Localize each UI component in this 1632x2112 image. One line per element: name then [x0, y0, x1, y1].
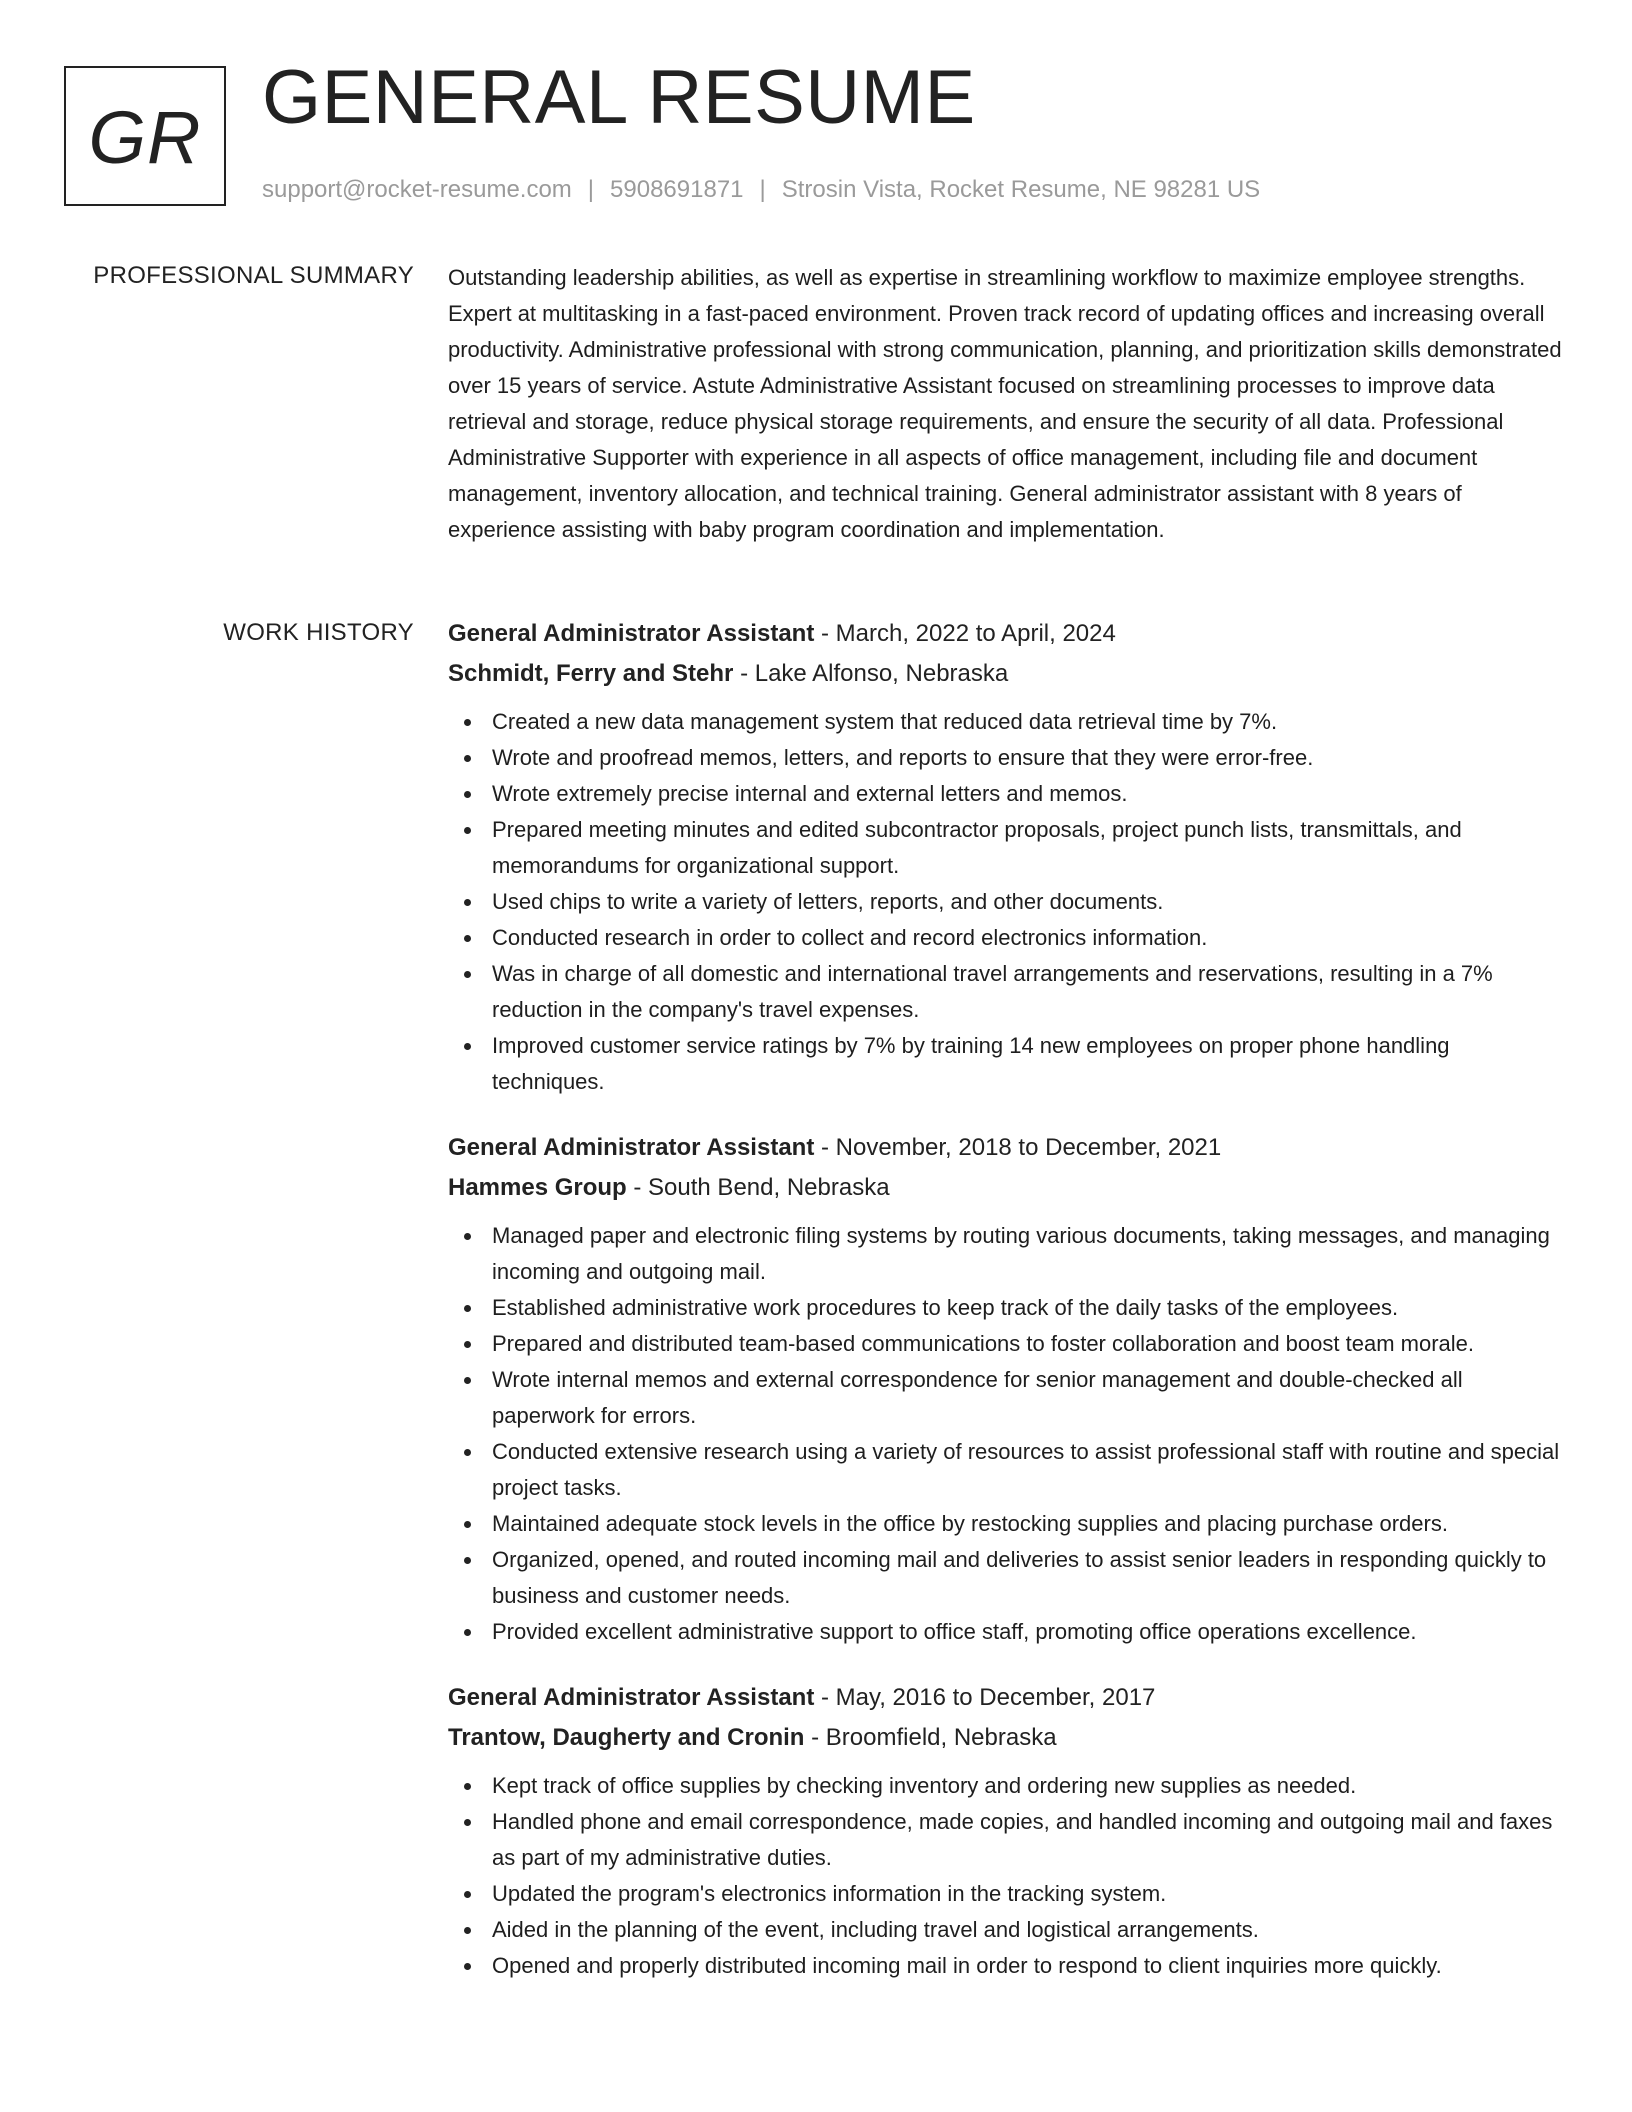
job-bullet: Used chips to write a variety of letters, reports, and other documents. — [448, 884, 1568, 920]
monogram-box — [64, 66, 226, 206]
job-company-line — [448, 1718, 1568, 1758]
job-company: Trantow, Daugherty and Cronin — [448, 1724, 805, 1751]
job-title: General Administrator Assistant — [448, 1134, 815, 1161]
job-title-line — [448, 1128, 1568, 1168]
job-bullet: Updated the program's electronics information in the tracking system. — [448, 1876, 1568, 1912]
job-company: Hammes Group — [448, 1174, 627, 1201]
job-entry — [448, 614, 1568, 1100]
job-title-line — [448, 614, 1568, 654]
job-location: - Broomfield, Nebraska — [804, 1724, 1057, 1751]
job-bullet: Prepared and distributed team-based communications to foster collaboration and boost team morale. — [448, 1326, 1568, 1362]
job-bullet: Wrote internal memos and external correspondence for senior management and double-checked all paperwork for errors. — [448, 1362, 1568, 1434]
job-bullet: Improved customer service ratings by 7% by training 14 new employees on proper phone handling techniques. — [448, 1028, 1568, 1100]
work-history-list — [448, 614, 1568, 2012]
job-bullet: Aided in the planning of the event, including travel and logistical arrangements. — [448, 1912, 1568, 1948]
job-entry — [448, 1128, 1568, 1650]
job-bullet: Established administrative work procedures to keep track of the daily tasks of the employees. — [448, 1290, 1568, 1326]
job-entry — [448, 1678, 1568, 1984]
contact-separator: | — [587, 176, 595, 203]
job-bullet: Conducted research in order to collect and record electronics information. — [448, 920, 1568, 956]
contact-email: support@rocket-resume.com — [262, 176, 572, 203]
job-company-line — [448, 654, 1568, 694]
job-bullet-list — [448, 704, 1568, 1100]
job-dates: - March, 2022 to April, 2024 — [814, 620, 1116, 647]
job-dates: - May, 2016 to December, 2017 — [814, 1684, 1156, 1711]
job-dates: - November, 2018 to December, 2021 — [814, 1134, 1222, 1161]
job-bullet: Was in charge of all domestic and international travel arrangements and reservations, resulting in a 7% reduction in the company's travel expenses. — [448, 956, 1568, 1028]
job-bullet: Kept track of office supplies by checking inventory and ordering new supplies as needed. — [448, 1768, 1568, 1804]
job-bullet: Managed paper and electronic filing systems by routing various documents, taking messages, and managing incoming and outgoing mail. — [448, 1218, 1568, 1290]
resume-name: GENERAL RESUME — [262, 55, 976, 140]
job-location: - Lake Alfonso, Nebraska — [733, 660, 1009, 687]
job-bullet: Opened and properly distributed incoming mail in order to respond to client inquiries more quickly. — [448, 1948, 1568, 1984]
contact-line — [262, 176, 1260, 204]
contact-separator: | — [759, 176, 766, 203]
job-title-line — [448, 1678, 1568, 1718]
contact-address: Strosin Vista, Rocket Resume, NE 98281 US — [781, 176, 1261, 203]
job-bullet: Maintained adequate stock levels in the office by restocking supplies and placing purchase orders. — [448, 1506, 1568, 1542]
job-bullet: Provided excellent administrative support to office staff, promoting office operations excellence. — [448, 1614, 1568, 1650]
job-bullet: Prepared meeting minutes and edited subcontractor proposals, project punch lists, transmittals, and memorandums for organizational support. — [448, 812, 1568, 884]
monogram-initials: GR — [88, 96, 202, 179]
job-bullet: Wrote extremely precise internal and external letters and memos. — [448, 776, 1568, 812]
job-title: General Administrator Assistant — [448, 1684, 815, 1711]
summary-text: Outstanding leadership abilities, as well as expertise in streamlining workflow to maximize employee strengths. Expert at multitasking in a fast-paced environment. Proven track record of updating offices and increasing overall productivity. Administrative professional with strong communication, planning, and prioritization skills demonstrated over 15 years of service. Astute Administrative Assistant focused on streamlining processes to improve data retrieval and storage, reduce physical storage requirements, and ensure the security of all data. Professional Administrative Supporter with experience in all aspects of office management, including file and document management, inventory allocation, and technical training. General administrator assistant with 8 years of experience assisting with baby program coordination and implementation. — [448, 265, 1562, 542]
job-title: General Administrator Assistant — [448, 620, 815, 647]
work-history-label: WORK HISTORY — [223, 619, 414, 646]
job-bullet: Wrote and proofread memos, letters, and reports to ensure that they were error-free. — [448, 740, 1568, 776]
summary-label: PROFESSIONAL SUMMARY — [93, 262, 414, 289]
job-bullet-list — [448, 1218, 1568, 1650]
job-bullet-list — [448, 1768, 1568, 1984]
job-company-line — [448, 1168, 1568, 1208]
job-bullet: Created a new data management system that reduced data retrieval time by 7%. — [448, 704, 1568, 740]
job-bullet: Handled phone and email correspondence, made copies, and handled incoming and outgoing mail and faxes as part of my administrative duties. — [448, 1804, 1568, 1876]
job-bullet: Conducted extensive research using a variety of resources to assist professional staff with routine and special project tasks. — [448, 1434, 1568, 1506]
contact-phone: 5908691871 — [610, 176, 744, 203]
job-location: - South Bend, Nebraska — [626, 1174, 890, 1201]
job-bullet: Organized, opened, and routed incoming mail and deliveries to assist senior leaders in responding quickly to business and customer needs. — [448, 1542, 1568, 1614]
job-company: Schmidt, Ferry and Stehr — [448, 660, 734, 687]
